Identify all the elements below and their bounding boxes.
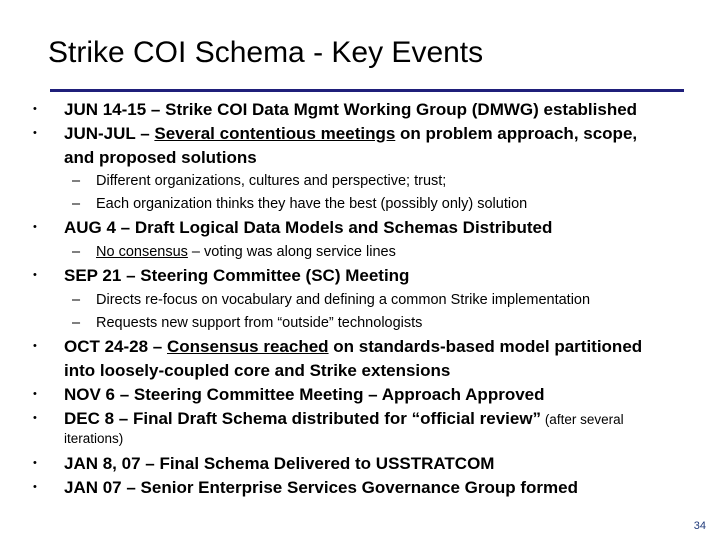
event-jun: JUN 14-15 – Strike COI Data Mgmt Working Group (DMWG) established (64, 100, 638, 119)
event-sep: SEP 21 – Steering Committee (SC) Meeting (64, 266, 410, 285)
bullet: • (33, 221, 37, 233)
bullet: • (33, 127, 37, 139)
event-oct: OCT 24-28 – Consensus reached on standards-based model partitioned (64, 337, 643, 356)
event-jan8: JAN 8, 07 – Final Schema Delivered to USSTRATCOM (64, 454, 495, 473)
sub-different-orgs: – Different organizations, cultures and perspective; trust; (72, 173, 447, 189)
bullet: • (33, 103, 37, 115)
slide-title: Strike COI Schema - Key Events (48, 36, 484, 69)
event-aug: AUG 4 – Draft Logical Data Models and Schemas Distributed (64, 218, 553, 237)
event-junjul: JUN-JUL – Several contentious meetings on problem approach, scope, (64, 124, 638, 143)
sub-directs: – Directs re-focus on vocabulary and defining a common Strike implementation (72, 292, 591, 308)
bullet: • (33, 481, 37, 493)
sub-requests: – Requests new support from “outside” technologists (72, 315, 423, 331)
bullet: • (33, 269, 37, 281)
sub-no-consensus: – No consensus – voting was along service lines (72, 244, 396, 260)
event-dec: DEC 8 – Final Draft Schema distributed for “official review” (after several (64, 409, 624, 428)
page-number: 34 (693, 520, 706, 532)
event-jan07: JAN 07 – Senior Enterprise Services Governance Group formed (64, 478, 578, 497)
sub-each-org: – Each organization thinks they have the best (possibly only) solution (72, 196, 528, 212)
bullet: • (33, 388, 37, 400)
event-junjul-cont: and proposed solutions (64, 148, 257, 167)
title-divider (50, 89, 684, 92)
bullet: • (33, 457, 37, 469)
bullet: • (33, 340, 37, 352)
event-oct-cont: into loosely-coupled core and Strike extensions (64, 361, 451, 380)
event-dec-cont: iterations) (64, 431, 124, 446)
bullet: • (33, 412, 37, 424)
event-nov: NOV 6 – Steering Committee Meeting – Approach Approved (64, 385, 545, 404)
